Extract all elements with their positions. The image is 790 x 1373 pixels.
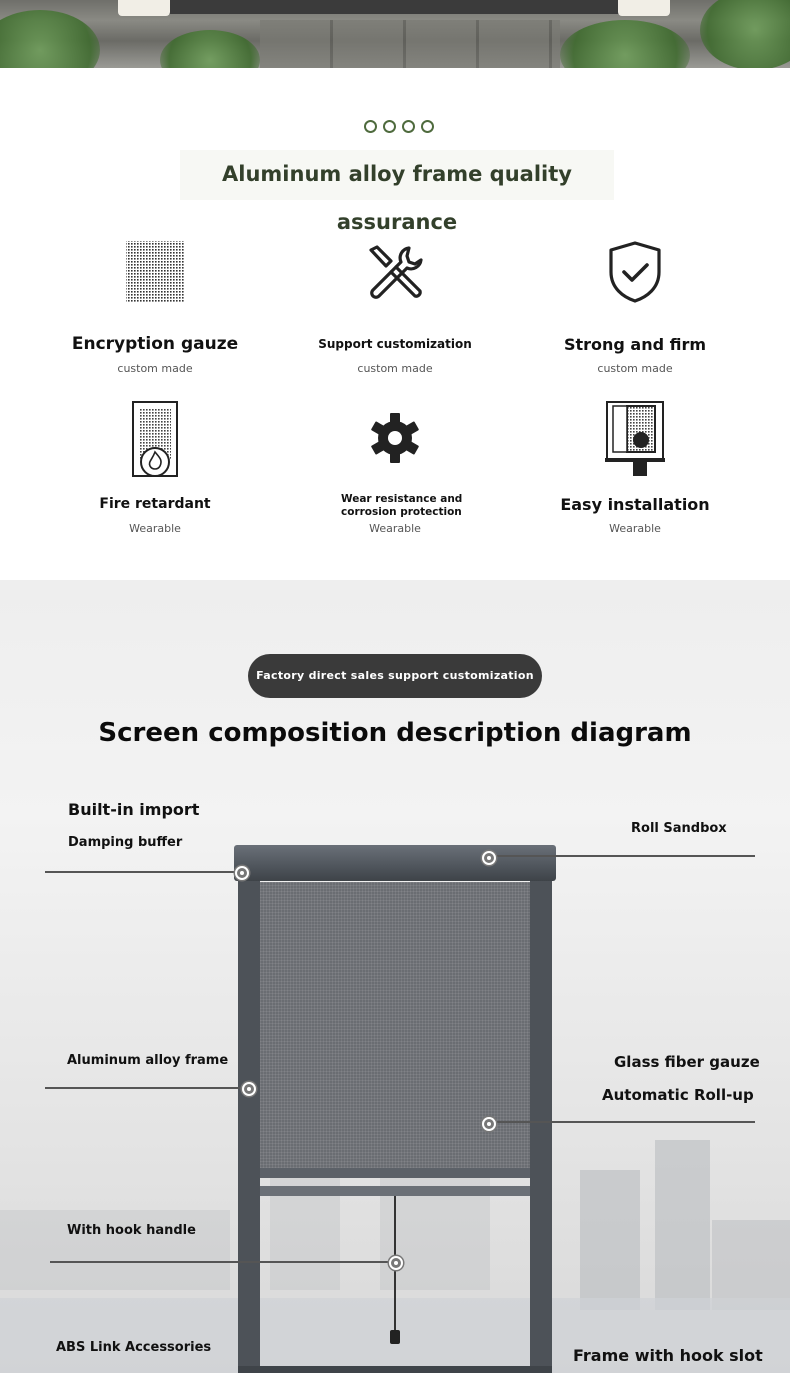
decorative-dots [364,120,434,133]
feature-sub: Wearable [129,522,181,535]
bg-building [712,1220,790,1310]
plant-foliage [0,10,100,68]
callout-marker [482,1117,496,1131]
quality-section-title: Aluminum alloy frame quality assurance [180,150,614,200]
hook-handle-bar [260,1186,530,1196]
plant-foliage [160,30,260,68]
plant-foliage [560,20,690,68]
callout-auto-rollup: Automatic Roll-up [602,1086,754,1104]
feature-sub: custom made [117,362,193,375]
callout-line [50,1261,390,1263]
roller-bar [130,0,650,14]
roller-end-cap [118,0,170,16]
feature-name: Encryption gauze [71,334,239,354]
wrench-screwdriver-icon [365,242,425,302]
callout-builtin-import: Built-in import [68,800,200,819]
feature-sub: custom made [597,362,673,375]
callout-line [490,1121,755,1123]
stone-wall [260,20,560,68]
feature-sub: Wearable [609,522,661,535]
bg-building [580,1170,640,1310]
window-install-icon [603,398,667,480]
feature-name: Wear resistance and corrosion protection [341,493,463,518]
feature-name: Support customization [318,337,472,351]
top-banner-photo [0,0,790,68]
callout-aluminum-frame: Aluminum alloy frame [67,1053,229,1068]
callout-roll-sandbox: Roll Sandbox [631,821,727,836]
feature-name: Easy installation [560,495,710,514]
feature-name: Fire retardant [99,496,211,512]
fire-screen-icon [131,400,179,480]
mesh-grid-icon [125,240,185,304]
callout-line [45,1087,243,1089]
left-frame-post [238,870,260,1370]
composition-diagram-section [0,580,790,1373]
roller-end-cap [618,0,670,16]
feature-sub: Wearable [369,522,421,535]
bottom-bar [260,1168,530,1178]
callout-marker [389,1256,403,1270]
shield-check-icon [607,240,663,304]
callout-marker [235,866,249,880]
callout-line [490,855,755,857]
feature-name: Strong and firm [563,335,707,354]
bg-building [655,1140,710,1310]
callout-glass-fiber: Glass fiber gauze [614,1053,760,1071]
roll-sandbox-housing [234,845,556,881]
factory-badge: Factory direct sales support customization [248,654,542,698]
callout-damping-buffer: Damping buffer [68,835,183,850]
callout-hook-slot: Frame with hook slot [573,1346,763,1365]
right-frame-post [530,870,552,1370]
gear-icon [370,412,420,464]
bottom-frame [238,1366,552,1373]
callout-marker [482,851,496,865]
pull-cord-tassel [390,1330,400,1344]
bg-building [0,1210,230,1290]
diagram-title: Screen composition description diagram [98,718,692,748]
callout-abs-link: ABS Link Accessories [56,1340,212,1355]
callout-line [45,871,235,873]
feature-sub: custom made [357,362,433,375]
callout-marker [242,1082,256,1096]
callout-hook-handle: With hook handle [67,1223,196,1238]
plant-foliage [700,0,790,68]
